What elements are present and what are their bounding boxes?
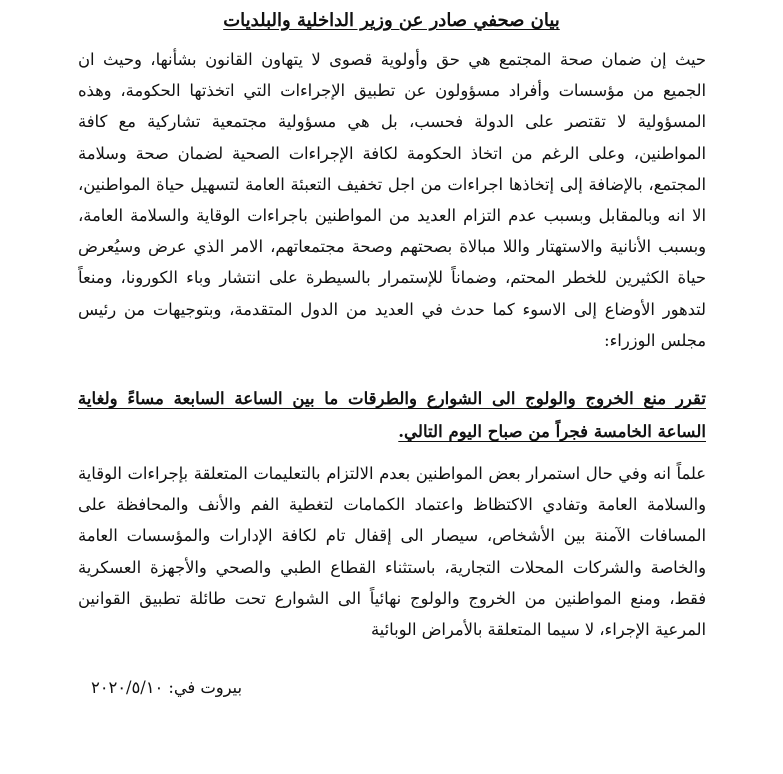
statement-title: بيان صحفي صادر عن وزير الداخلية والبلديات [223, 10, 560, 31]
warning-paragraph: علماً انه وفي حال استمرار بعض المواطنين بعدم الالتزام بالتعليمات المتعلقة بإجراءات الوقاية والسلامة العامة وتفادي الاكتظاظ واعتماد الكمامات لتغطية الفم والأنف والمحافظة على المسافات الآمنة بين الأشخاص، سيصار الى إقفال تام لكافة الإدارات والمؤسسات العامة والخاصة والشركات المحلات التجارية، باستثناء القطاع الطبي والصحي والأجهزة العسكرية فقط، ومنع المواطنين من الخروج والولوج نهائياً الى الشوارع تحت طائلة تطبيق القوانين المرعية الإجراء، لا سيما المتعلقة بالأمراض الوبائية [78, 464, 706, 640]
intro-paragraph: حيث إن ضمان صحة المجتمع هي حق وأولوية قصوى لا يتهاون القانون بشأنها، وحيث ان الجميع من مؤسسات وأفراد مسؤولون عن تطبيق الإجراءات التي اتخذتها الحكومة، وهذه المسؤولية لا تقتصر على الدولة فحسب، بل هي مسؤولية مجتمعية تشاركية مع كافة المواطنين، وعلى الرغم من اتخاذ الحكومة لكافة الإجراءات الصحية لضمان صحة وسلامة المجتمع، بالإضافة إلى إتخاذها اجراءات من اجل تخفيف التعبئة العامة لتسهيل حياة المواطنين، الا انه وبالمقابل وبسبب عدم التزام العديد من المواطنين باجراءات الوقاية والسلامة العامة، وبسبب الأنانية والاستهتار واللا مبالاة بصحتهم وصحة مجتمعاتهم، الامر الذي عرض وسيُعرض حياة الكثيرين للخطر المحتم، وضماناً للإستمرار بالسيطرة على انتشار وباء الكورونا، ومنعاً لتدهور الأوضاع إلى الاسوء كما حدث في العديد من الدول المتقدمة، وبتوجيهات من رئيس مجلس الوزراء: [78, 50, 706, 350]
decision-paragraph: تقرر منع الخروج والولوج الى الشوارع والطرقات ما بين الساعة السابعة مساءً ولغاية الساعة الخامسة فجراً من صباح اليوم التالي. [78, 388, 706, 441]
date-line: بيروت في: ٢٠٢٠/٥/١٠ [91, 678, 242, 697]
